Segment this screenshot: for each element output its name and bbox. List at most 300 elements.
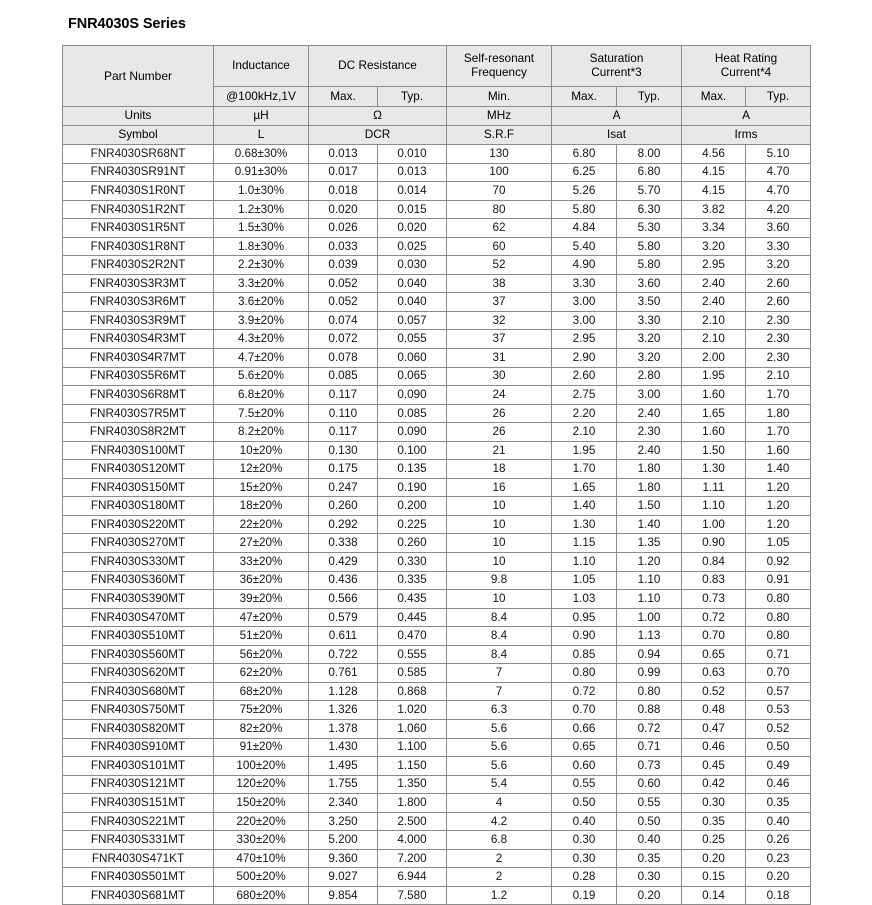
cell-srf: 8.4	[447, 627, 552, 646]
cell-inductance: 1.0±30%	[214, 182, 309, 201]
cell-isat-max: 0.30	[552, 831, 617, 850]
cell-inductance: 12±20%	[214, 460, 309, 479]
cell-isat-max: 0.55	[552, 775, 617, 794]
cell-part-number: FNR4030S510MT	[63, 627, 214, 646]
cell-irms-typ: 1.70	[746, 386, 811, 405]
cell-inductance: 22±20%	[214, 515, 309, 534]
cell-dcr-typ: 0.090	[378, 423, 447, 442]
cell-isat-typ: 3.00	[617, 386, 682, 405]
cell-inductance: 680±20%	[214, 886, 309, 905]
cell-dcr-max: 2.340	[309, 794, 378, 813]
cell-dcr-max: 0.017	[309, 163, 378, 182]
header-group-self-resonant-frequency	[447, 46, 552, 87]
cell-irms-typ: 0.53	[746, 701, 811, 720]
cell-isat-typ: 2.80	[617, 367, 682, 386]
cell-dcr-max: 0.018	[309, 182, 378, 201]
cell-part-number: FNR4030S4R7MT	[63, 349, 214, 368]
cell-irms-typ: 0.40	[746, 812, 811, 831]
cell-irms-typ: 0.80	[746, 627, 811, 646]
table-row	[63, 497, 811, 516]
cell-isat-max: 1.10	[552, 553, 617, 572]
cell-isat-typ: 5.80	[617, 237, 682, 256]
cell-inductance: 91±20%	[214, 738, 309, 757]
header-group-heat-rating-current	[682, 46, 811, 87]
table-row	[63, 794, 811, 813]
cell-srf: 6.8	[447, 831, 552, 850]
cell-part-number: FNR4030S1R5NT	[63, 219, 214, 238]
cell-isat-max: 1.95	[552, 441, 617, 460]
cell-inductance: 10±20%	[214, 441, 309, 460]
cell-srf: 5.6	[447, 738, 552, 757]
cell-irms-typ: 2.60	[746, 293, 811, 312]
cell-inductance: 36±20%	[214, 571, 309, 590]
cell-dcr-typ: 7.580	[378, 886, 447, 905]
cell-irms-typ: 0.23	[746, 849, 811, 868]
cell-srf: 18	[447, 460, 552, 479]
cell-part-number: FNR4030S330MT	[63, 553, 214, 572]
cell-srf: 10	[447, 515, 552, 534]
cell-srf: 16	[447, 478, 552, 497]
table-row	[63, 534, 811, 553]
table-row	[63, 145, 811, 164]
table-row	[63, 719, 811, 738]
cell-srf: 10	[447, 553, 552, 572]
cell-irms-max: 1.11	[682, 478, 746, 497]
header-inductance-condition: @100kHz,1V	[214, 87, 309, 107]
cell-inductance: 62±20%	[214, 664, 309, 683]
cell-irms-max: 0.20	[682, 849, 746, 868]
cell-irms-typ: 0.49	[746, 757, 811, 776]
page-title: FNR4030S Series	[68, 16, 186, 32]
cell-srf: 100	[447, 163, 552, 182]
cell-part-number: FNR4030S270MT	[63, 534, 214, 553]
cell-dcr-typ: 0.190	[378, 478, 447, 497]
cell-inductance: 100±20%	[214, 757, 309, 776]
cell-irms-typ: 1.05	[746, 534, 811, 553]
cell-isat-typ: 1.80	[617, 460, 682, 479]
cell-srf: 6.3	[447, 701, 552, 720]
cell-isat-typ: 0.55	[617, 794, 682, 813]
table-row	[63, 553, 811, 572]
cell-isat-typ: 5.80	[617, 256, 682, 275]
cell-inductance: 18±20%	[214, 497, 309, 516]
cell-isat-max: 0.60	[552, 757, 617, 776]
cell-isat-max: 0.72	[552, 682, 617, 701]
cell-isat-max: 6.25	[552, 163, 617, 182]
table-row	[63, 627, 811, 646]
cell-irms-typ: 0.35	[746, 794, 811, 813]
cell-part-number: FNR4030S151MT	[63, 794, 214, 813]
cell-dcr-typ: 0.555	[378, 645, 447, 664]
cell-irms-max: 2.95	[682, 256, 746, 275]
cell-dcr-typ: 0.335	[378, 571, 447, 590]
cell-isat-max: 0.66	[552, 719, 617, 738]
table-row	[63, 163, 811, 182]
cell-irms-typ: 1.80	[746, 404, 811, 423]
cell-isat-typ: 0.35	[617, 849, 682, 868]
cell-inductance: 120±20%	[214, 775, 309, 794]
cell-isat-typ: 3.60	[617, 274, 682, 293]
table-row	[63, 590, 811, 609]
cell-part-number: FNR4030S2R2NT	[63, 256, 214, 275]
cell-irms-max: 0.63	[682, 664, 746, 683]
cell-irms-typ: 0.52	[746, 719, 811, 738]
cell-srf: 30	[447, 367, 552, 386]
cell-dcr-typ: 0.435	[378, 590, 447, 609]
header-srf-line1: Self-resonant	[463, 51, 535, 66]
cell-inductance: 3.9±20%	[214, 311, 309, 330]
cell-irms-max: 1.65	[682, 404, 746, 423]
cell-srf: 10	[447, 497, 552, 516]
cell-irms-typ: 0.80	[746, 590, 811, 609]
cell-dcr-max: 0.039	[309, 256, 378, 275]
cell-isat-max: 1.70	[552, 460, 617, 479]
cell-dcr-max: 0.110	[309, 404, 378, 423]
table-row	[63, 682, 811, 701]
cell-isat-max: 0.80	[552, 664, 617, 683]
cell-srf: 32	[447, 311, 552, 330]
cell-dcr-typ: 6.944	[378, 868, 447, 887]
cell-dcr-max: 0.722	[309, 645, 378, 664]
cell-irms-max: 2.10	[682, 311, 746, 330]
cell-srf: 7	[447, 664, 552, 683]
cell-irms-typ: 2.30	[746, 311, 811, 330]
cell-irms-typ: 0.26	[746, 831, 811, 850]
cell-dcr-max: 0.078	[309, 349, 378, 368]
cell-isat-max: 0.19	[552, 886, 617, 905]
header-group-saturation-current	[552, 46, 682, 87]
cell-isat-typ: 2.40	[617, 404, 682, 423]
cell-irms-max: 0.48	[682, 701, 746, 720]
cell-irms-max: 2.00	[682, 349, 746, 368]
cell-dcr-max: 0.436	[309, 571, 378, 590]
cell-irms-typ: 3.30	[746, 237, 811, 256]
header-isat-typ: Typ.	[617, 87, 682, 107]
cell-part-number: FNR4030S180MT	[63, 497, 214, 516]
cell-part-number: FNR4030S121MT	[63, 775, 214, 794]
cell-dcr-typ: 1.020	[378, 701, 447, 720]
header-isat-max: Max.	[552, 87, 617, 107]
cell-irms-typ: 0.46	[746, 775, 811, 794]
cell-inductance: 4.7±20%	[214, 349, 309, 368]
cell-inductance: 500±20%	[214, 868, 309, 887]
cell-srf: 5.6	[447, 719, 552, 738]
cell-inductance: 39±20%	[214, 590, 309, 609]
cell-irms-typ: 1.70	[746, 423, 811, 442]
table-row	[63, 274, 811, 293]
cell-inductance: 330±20%	[214, 831, 309, 850]
cell-part-number: FNR4030S360MT	[63, 571, 214, 590]
cell-part-number: FNR4030S820MT	[63, 719, 214, 738]
cell-dcr-max: 0.579	[309, 608, 378, 627]
cell-part-number: FNR4030S6R8MT	[63, 386, 214, 405]
cell-srf: 5.6	[447, 757, 552, 776]
cell-irms-max: 1.10	[682, 497, 746, 516]
symbol-irms: Irms	[682, 126, 811, 145]
cell-srf: 130	[447, 145, 552, 164]
cell-isat-typ: 1.35	[617, 534, 682, 553]
cell-irms-max: 3.20	[682, 237, 746, 256]
table-row	[63, 349, 811, 368]
cell-part-number: FNR4030S221MT	[63, 812, 214, 831]
cell-isat-typ: 5.30	[617, 219, 682, 238]
cell-srf: 24	[447, 386, 552, 405]
header-row-group	[63, 46, 811, 87]
cell-srf: 21	[447, 441, 552, 460]
cell-part-number: FNR4030S501MT	[63, 868, 214, 887]
cell-dcr-typ: 1.800	[378, 794, 447, 813]
cell-inductance: 3.6±20%	[214, 293, 309, 312]
units-dcr: Ω	[309, 107, 447, 126]
header-isat-line1: Saturation	[589, 51, 644, 66]
cell-isat-typ: 3.20	[617, 330, 682, 349]
cell-part-number: FNR4030S390MT	[63, 590, 214, 609]
cell-irms-max: 3.82	[682, 200, 746, 219]
cell-part-number: FNR4030SR68NT	[63, 145, 214, 164]
cell-dcr-typ: 0.010	[378, 145, 447, 164]
table-row	[63, 237, 811, 256]
cell-isat-typ: 3.30	[617, 311, 682, 330]
cell-dcr-max: 0.013	[309, 145, 378, 164]
units-irms: A	[682, 107, 811, 126]
cell-dcr-typ: 1.350	[378, 775, 447, 794]
table-row	[63, 367, 811, 386]
cell-dcr-max: 1.430	[309, 738, 378, 757]
cell-dcr-typ: 0.585	[378, 664, 447, 683]
cell-dcr-typ: 0.090	[378, 386, 447, 405]
cell-isat-max: 1.30	[552, 515, 617, 534]
symbol-label: Symbol	[63, 126, 214, 145]
cell-irms-typ: 0.92	[746, 553, 811, 572]
cell-dcr-max: 0.026	[309, 219, 378, 238]
header-row-units	[63, 107, 811, 126]
table-row	[63, 831, 811, 850]
cell-isat-typ: 0.71	[617, 738, 682, 757]
cell-isat-typ: 0.40	[617, 831, 682, 850]
cell-irms-typ: 0.70	[746, 664, 811, 683]
table-row	[63, 404, 811, 423]
cell-inductance: 47±20%	[214, 608, 309, 627]
table-row	[63, 738, 811, 757]
cell-irms-typ: 0.57	[746, 682, 811, 701]
cell-isat-max: 0.40	[552, 812, 617, 831]
cell-irms-max: 2.40	[682, 274, 746, 293]
table-row	[63, 293, 811, 312]
cell-dcr-max: 0.292	[309, 515, 378, 534]
table-body	[63, 145, 811, 905]
cell-dcr-typ: 0.330	[378, 553, 447, 572]
cell-irms-max: 4.15	[682, 182, 746, 201]
cell-isat-max: 0.95	[552, 608, 617, 627]
cell-dcr-max: 3.250	[309, 812, 378, 831]
cell-part-number: FNR4030S1R8NT	[63, 237, 214, 256]
cell-part-number: FNR4030S560MT	[63, 645, 214, 664]
cell-part-number: FNR4030S7R5MT	[63, 404, 214, 423]
cell-isat-typ: 2.40	[617, 441, 682, 460]
cell-part-number: FNR4030S620MT	[63, 664, 214, 683]
cell-irms-max: 1.95	[682, 367, 746, 386]
cell-inductance: 1.8±30%	[214, 237, 309, 256]
cell-isat-max: 0.65	[552, 738, 617, 757]
cell-inductance: 1.2±30%	[214, 200, 309, 219]
cell-inductance: 150±20%	[214, 794, 309, 813]
cell-isat-typ: 0.94	[617, 645, 682, 664]
cell-dcr-typ: 0.057	[378, 311, 447, 330]
header-part-number: Part Number	[63, 46, 214, 107]
cell-inductance: 5.6±20%	[214, 367, 309, 386]
cell-dcr-typ: 2.500	[378, 812, 447, 831]
table-row	[63, 460, 811, 479]
units-inductance: µH	[214, 107, 309, 126]
cell-dcr-max: 1.378	[309, 719, 378, 738]
cell-srf: 37	[447, 293, 552, 312]
cell-irms-typ: 5.10	[746, 145, 811, 164]
table-row	[63, 515, 811, 534]
cell-dcr-max: 5.200	[309, 831, 378, 850]
cell-dcr-max: 0.033	[309, 237, 378, 256]
cell-irms-typ: 1.20	[746, 478, 811, 497]
cell-irms-max: 0.30	[682, 794, 746, 813]
cell-srf: 70	[447, 182, 552, 201]
cell-isat-typ: 1.80	[617, 478, 682, 497]
cell-isat-typ: 1.10	[617, 571, 682, 590]
cell-isat-typ: 0.20	[617, 886, 682, 905]
cell-dcr-max: 0.117	[309, 423, 378, 442]
cell-part-number: FNR4030S101MT	[63, 757, 214, 776]
cell-dcr-typ: 0.014	[378, 182, 447, 201]
cell-part-number: FNR4030S120MT	[63, 460, 214, 479]
cell-isat-max: 5.26	[552, 182, 617, 201]
header-group-dc-resistance: DC Resistance	[309, 46, 447, 87]
table-row	[63, 386, 811, 405]
cell-part-number: FNR4030S680MT	[63, 682, 214, 701]
units-isat: A	[552, 107, 682, 126]
cell-inductance: 2.2±30%	[214, 256, 309, 275]
cell-isat-max: 6.80	[552, 145, 617, 164]
symbol-inductance: L	[214, 126, 309, 145]
cell-dcr-typ: 0.030	[378, 256, 447, 275]
cell-irms-max: 0.25	[682, 831, 746, 850]
cell-irms-max: 1.30	[682, 460, 746, 479]
cell-irms-max: 1.60	[682, 386, 746, 405]
cell-isat-max: 1.65	[552, 478, 617, 497]
cell-part-number: FNR4030S220MT	[63, 515, 214, 534]
cell-isat-max: 2.75	[552, 386, 617, 405]
cell-irms-typ: 2.30	[746, 330, 811, 349]
cell-srf: 52	[447, 256, 552, 275]
cell-irms-max: 4.15	[682, 163, 746, 182]
cell-dcr-typ: 0.013	[378, 163, 447, 182]
cell-dcr-max: 0.260	[309, 497, 378, 516]
cell-part-number: FNR4030S150MT	[63, 478, 214, 497]
cell-part-number: FNR4030S471KT	[63, 849, 214, 868]
cell-srf: 62	[447, 219, 552, 238]
header-isat-line2: Current*3	[591, 65, 642, 79]
cell-irms-typ: 2.10	[746, 367, 811, 386]
cell-isat-max: 3.00	[552, 293, 617, 312]
cell-dcr-typ: 0.025	[378, 237, 447, 256]
cell-part-number: FNR4030S3R9MT	[63, 311, 214, 330]
cell-inductance: 56±20%	[214, 645, 309, 664]
cell-irms-max: 3.34	[682, 219, 746, 238]
cell-isat-typ: 3.50	[617, 293, 682, 312]
cell-dcr-typ: 1.060	[378, 719, 447, 738]
cell-part-number: FNR4030S3R6MT	[63, 293, 214, 312]
cell-dcr-max: 1.755	[309, 775, 378, 794]
cell-dcr-typ: 0.225	[378, 515, 447, 534]
specification-table	[62, 45, 811, 905]
cell-srf: 7	[447, 682, 552, 701]
cell-isat-max: 1.40	[552, 497, 617, 516]
cell-irms-typ: 3.60	[746, 219, 811, 238]
cell-isat-typ: 0.50	[617, 812, 682, 831]
cell-part-number: FNR4030S470MT	[63, 608, 214, 627]
table-row	[63, 868, 811, 887]
cell-isat-max: 1.15	[552, 534, 617, 553]
cell-dcr-typ: 0.085	[378, 404, 447, 423]
cell-isat-typ: 1.40	[617, 515, 682, 534]
cell-inductance: 75±20%	[214, 701, 309, 720]
cell-srf: 2	[447, 868, 552, 887]
cell-dcr-max: 0.072	[309, 330, 378, 349]
cell-isat-max: 0.70	[552, 701, 617, 720]
cell-srf: 8.4	[447, 645, 552, 664]
table-row	[63, 645, 811, 664]
cell-irms-typ: 4.20	[746, 200, 811, 219]
header-group-inductance: Inductance	[214, 46, 309, 87]
cell-part-number: FNR4030S5R6MT	[63, 367, 214, 386]
cell-srf: 8.4	[447, 608, 552, 627]
cell-srf: 10	[447, 534, 552, 553]
cell-inductance: 33±20%	[214, 553, 309, 572]
cell-dcr-max: 1.128	[309, 682, 378, 701]
cell-dcr-typ: 0.260	[378, 534, 447, 553]
header-dcr-max: Max.	[309, 87, 378, 107]
header-srf-min: Min.	[447, 87, 552, 107]
cell-srf: 1.2	[447, 886, 552, 905]
cell-isat-max: 2.95	[552, 330, 617, 349]
cell-inductance: 15±20%	[214, 478, 309, 497]
cell-dcr-typ: 0.060	[378, 349, 447, 368]
cell-dcr-typ: 0.040	[378, 274, 447, 293]
cell-dcr-typ: 4.000	[378, 831, 447, 850]
cell-inductance: 6.8±20%	[214, 386, 309, 405]
cell-inductance: 0.68±30%	[214, 145, 309, 164]
cell-irms-max: 0.70	[682, 627, 746, 646]
cell-irms-max: 0.72	[682, 608, 746, 627]
table-row	[63, 757, 811, 776]
cell-srf: 4	[447, 794, 552, 813]
cell-irms-max: 1.00	[682, 515, 746, 534]
cell-inductance: 4.3±20%	[214, 330, 309, 349]
symbol-dcr: DCR	[309, 126, 447, 145]
cell-inductance: 470±10%	[214, 849, 309, 868]
cell-dcr-max: 0.611	[309, 627, 378, 646]
cell-inductance: 8.2±20%	[214, 423, 309, 442]
cell-part-number: FNR4030S910MT	[63, 738, 214, 757]
cell-srf: 80	[447, 200, 552, 219]
cell-dcr-max: 0.761	[309, 664, 378, 683]
cell-irms-typ: 1.20	[746, 515, 811, 534]
cell-part-number: FNR4030S331MT	[63, 831, 214, 850]
cell-isat-typ: 1.10	[617, 590, 682, 609]
cell-dcr-max: 0.020	[309, 200, 378, 219]
cell-dcr-max: 0.338	[309, 534, 378, 553]
cell-srf: 5.4	[447, 775, 552, 794]
cell-isat-typ: 1.20	[617, 553, 682, 572]
cell-isat-max: 2.60	[552, 367, 617, 386]
cell-irms-max: 0.45	[682, 757, 746, 776]
